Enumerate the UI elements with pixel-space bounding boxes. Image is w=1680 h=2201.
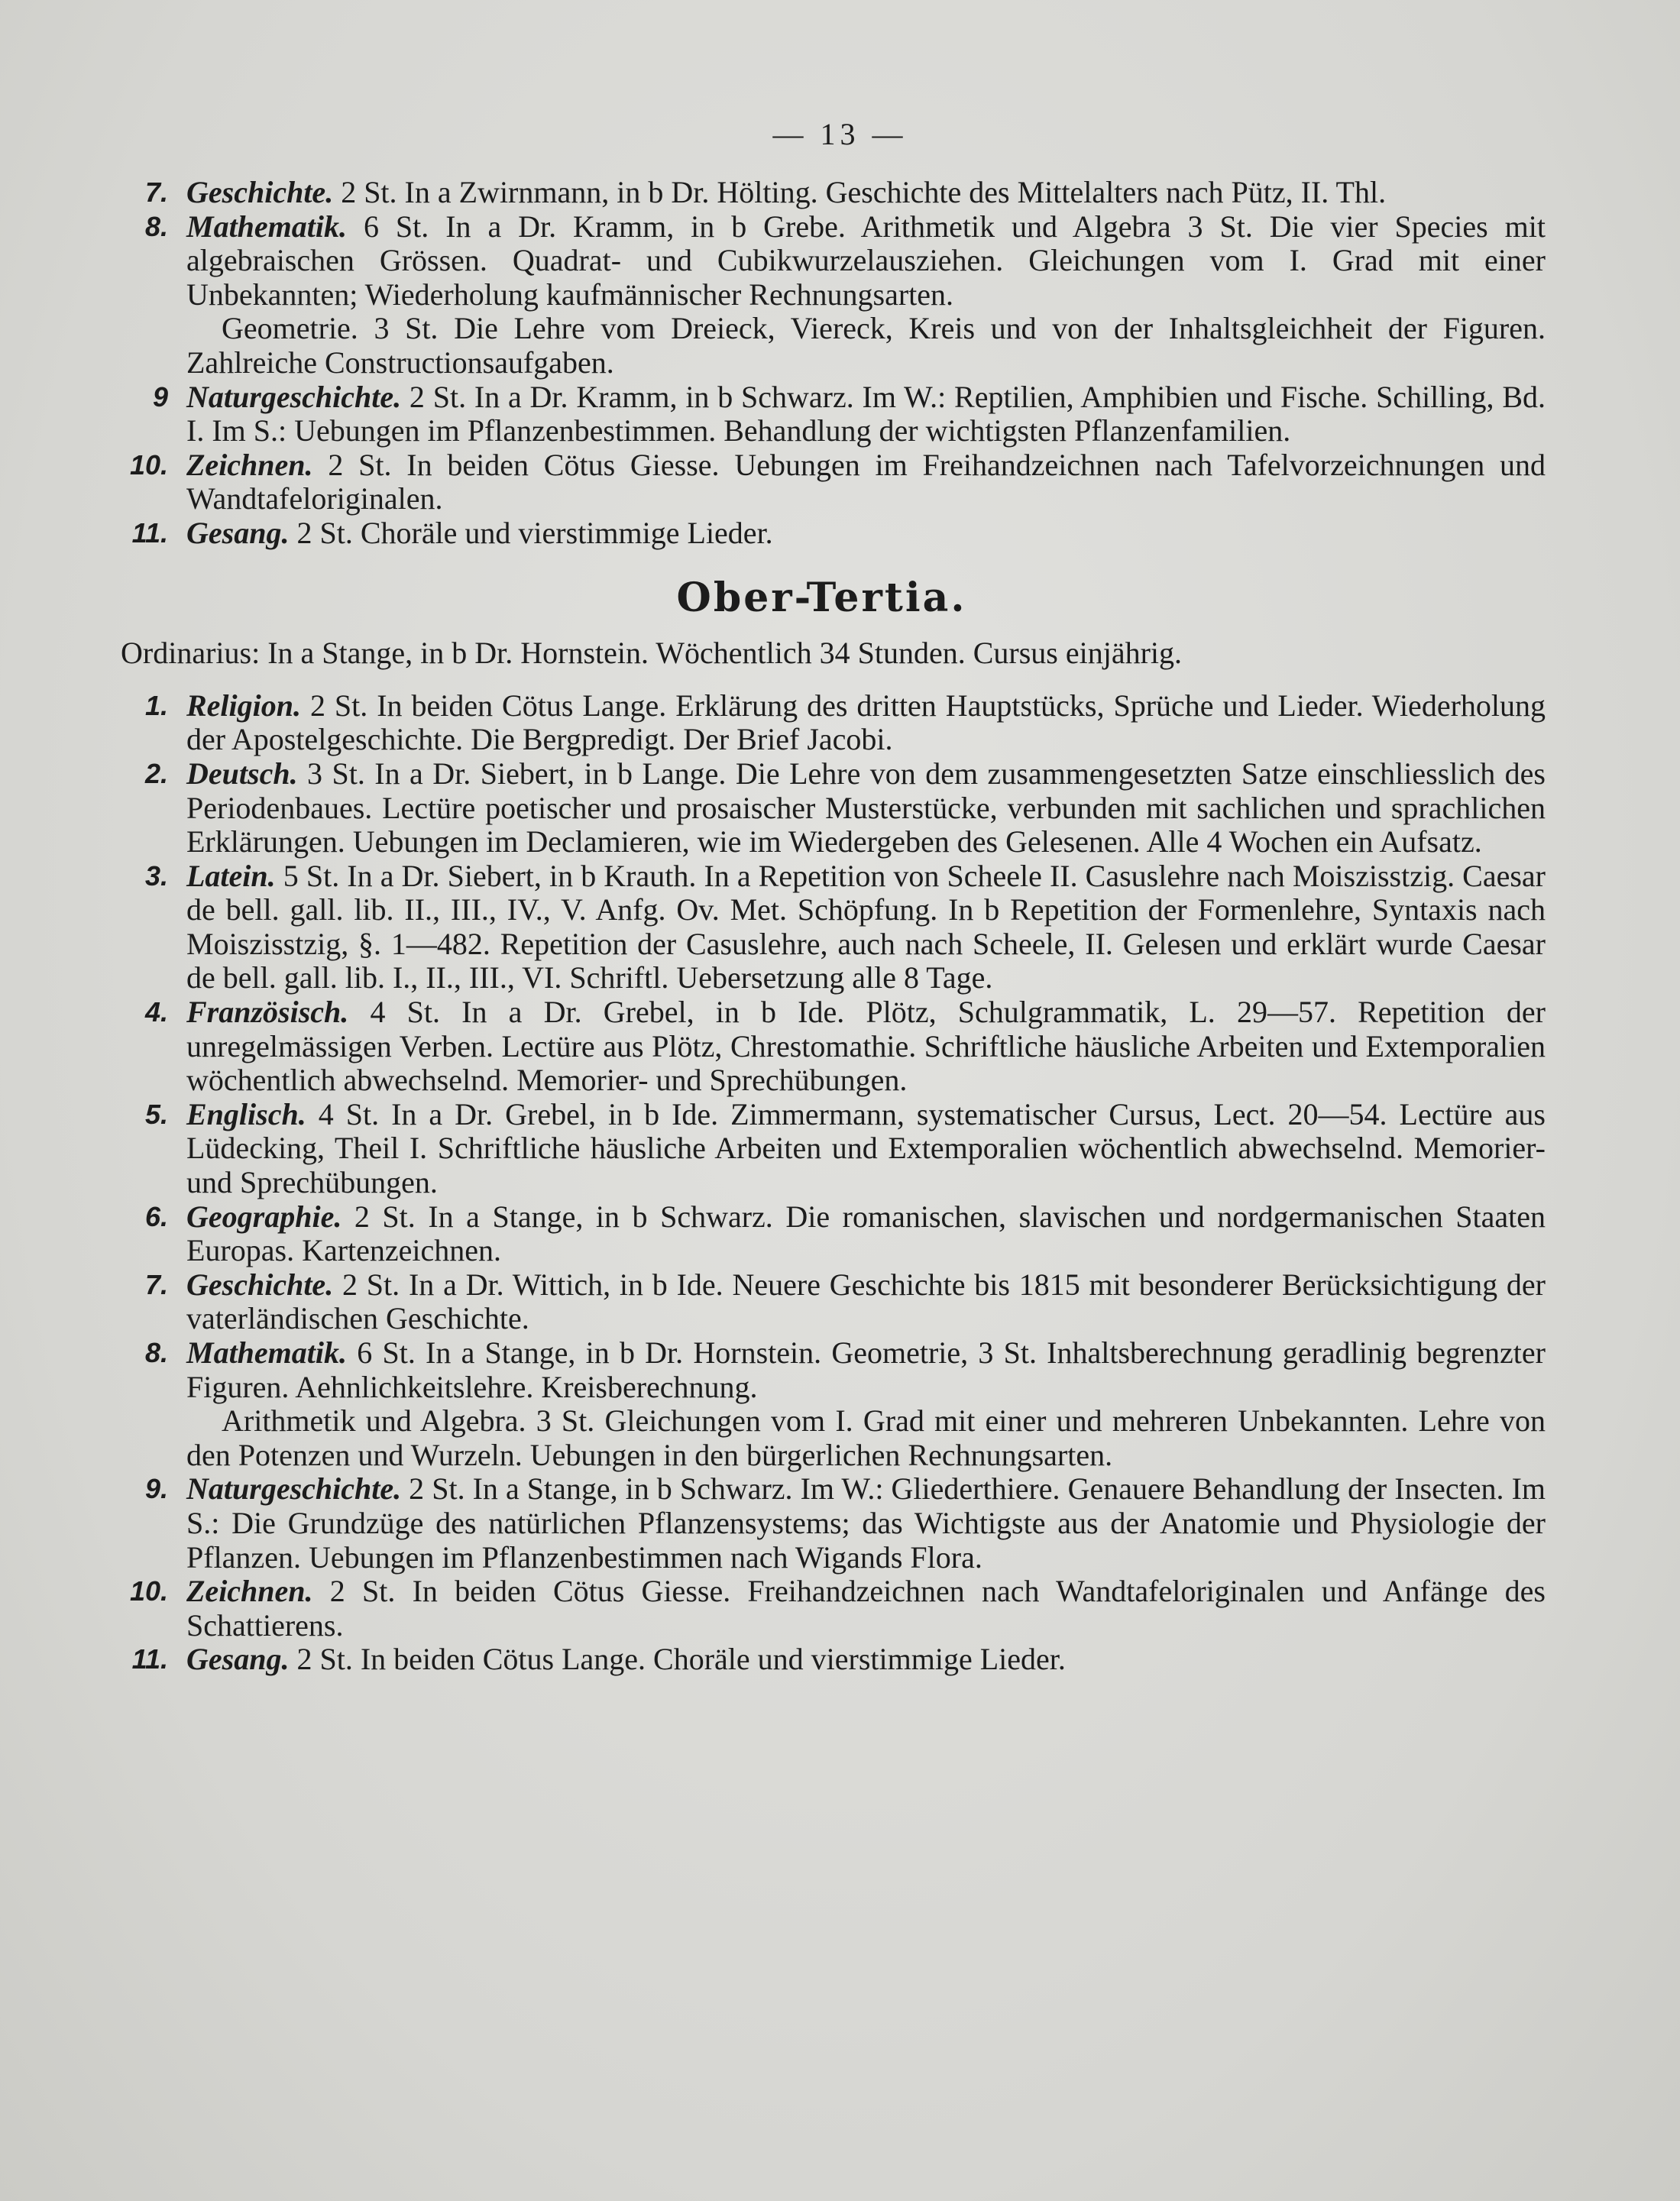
item-paragraph (186, 995, 1546, 1098)
course-item (98, 380, 1546, 448)
item-text: 2 St. In beiden Cötus Lange. Choräle und vierstimmige Lieder. (296, 1642, 1066, 1677)
item-text: 6 St. In a Dr. Kramm, in b Grebe. Arithmetik und Algebra 3 St. Die vier Species mit algebraischen Grössen. Quadrat- und Cubikwurzelausziehen. Gleichungen vom I. Grad mit einer Unbekannten; Wiederholung kaufmännischer Rechnungsarten. (186, 209, 1546, 312)
course-item (98, 995, 1546, 1098)
content (98, 176, 1546, 1677)
subject-name: Zeichnen. (186, 447, 313, 482)
item-number: 9. (144, 1473, 168, 1505)
item-text: 5 St. In a Dr. Siebert, in b Krauth. In a Repetition von Scheele II. Casuslehre nach Moiszisstzig. Caesar de bell. gall. lib. II., III., IV., V. Anfg. Ov. Met. Schöpfung. In b Repetition der Formenlehre, Syntaxis nach Moiszisstzig, §. 1—482. Repetition der Casuslehre, auch nach Scheele, II. Gelesen und erklärt wurde Caesar de bell. gall. lib. I., II., III., VI. Schriftl. Uebersetzung alle 8 Tage. (186, 858, 1546, 995)
section-unter-tertia-continued (98, 176, 1546, 551)
item-paragraph (186, 1098, 1546, 1200)
subject-name: Religion. (186, 688, 302, 723)
section-heading: Ober-Tertia. (676, 574, 967, 621)
course-item (98, 757, 1546, 859)
course-item (98, 1575, 1546, 1643)
item-text: Geometrie. 3 St. Die Lehre vom Dreieck, Viereck, Kreis und von der Inhaltsgleichheit der Figuren. Zahlreiche Constructionsaufgaben. (186, 311, 1546, 380)
subject-name: Latein. (186, 858, 276, 893)
item-number: 11. (131, 516, 168, 549)
item-number: 7. (144, 176, 168, 208)
course-item (98, 1336, 1546, 1472)
item-text: 2 St. In beiden Cötus Lange. Erklärung des dritten Hauptstücks, Sprüche und Lieder. Wiederholung der Apostelgeschichte. Die Bergpredigt. Der Brief Jacobi. (186, 688, 1546, 757)
item-paragraph (186, 1643, 1546, 1677)
course-item (98, 210, 1546, 380)
item-paragraph (186, 859, 1546, 995)
section-ober-tertia (98, 689, 1546, 1677)
item-number: 5. (144, 1098, 168, 1130)
subject-name: Gesang. (186, 1642, 290, 1677)
item-paragraph (186, 516, 1546, 551)
item-paragraph (186, 1268, 1546, 1336)
item-text: 2 St. In beiden Cötus Giesse. Uebungen im Freihandzeichnen nach Tafelvorzeichnungen und Wandtafeloriginalen. (186, 447, 1546, 516)
item-text: Arithmetik und Algebra. 3 St. Gleichungen vom I. Grad mit einer und mehreren Unbekannten. Lehre von den Potenzen und Wurzeln. Uebungen in den bürgerlichen Rechnungsarten. (186, 1403, 1546, 1472)
course-item (98, 859, 1546, 995)
item-text: 2 St. In a Dr. Wittich, in b Ide. Neuere Geschichte bis 1815 mit besonderer Berücksichtigung der vaterländischen Geschichte. (186, 1267, 1546, 1336)
course-item (98, 1098, 1546, 1200)
subject-name: Mathematik. (186, 209, 348, 244)
course-item (98, 176, 1546, 210)
item-paragraph (186, 1575, 1546, 1643)
item-paragraph (186, 689, 1546, 757)
item-paragraph (186, 1200, 1546, 1268)
subject-name: Mathematik. (186, 1335, 348, 1370)
item-paragraph (186, 757, 1546, 859)
item-number: 10. (129, 1575, 168, 1607)
item-number: 2. (144, 757, 168, 789)
item-text: 2 St. Choräle und vierstimmige Lieder. (296, 515, 773, 550)
item-text: 6 St. In a Stange, in b Dr. Hornstein. Geometrie, 3 St. Inhaltsberechnung geradlinig begrenzter Figuren. Aehnlichkeitslehre. Kreisberechnung. (186, 1335, 1546, 1404)
item-number: 7. (144, 1268, 168, 1300)
item-paragraph (186, 1404, 1546, 1472)
subject-name: Zeichnen. (186, 1574, 313, 1609)
course-item (98, 1643, 1546, 1677)
item-number: 3. (144, 859, 168, 892)
item-number: 1. (144, 689, 168, 721)
item-text: 2 St. In beiden Cötus Giesse. Freihandzeichnen nach Wandtafeloriginalen und Anfänge des Schattierens. (186, 1574, 1546, 1643)
course-item (98, 689, 1546, 757)
subject-name: Französisch. (186, 995, 349, 1030)
item-text: 4 St. In a Dr. Grebel, in b Ide. Plötz, Schulgrammatik, L. 29—57. Repetition der unregelmässigen Verben. Lectüre aus Plötz, Chrestomathie. Schriftliche häusliche Arbeiten und Extemporalien wöchentlich abwechselnd. Memorier- und Sprechübungen. (186, 995, 1546, 1098)
subject-name: Deutsch. (186, 756, 298, 791)
course-item (98, 516, 1546, 551)
item-paragraph (186, 448, 1546, 516)
subject-name: Geschichte. (186, 1267, 334, 1302)
item-number: 8. (144, 1337, 168, 1368)
course-item (98, 1268, 1546, 1336)
course-item (98, 448, 1546, 516)
subject-name: Gesang. (186, 515, 290, 550)
item-paragraph (186, 312, 1546, 380)
item-paragraph (186, 1472, 1546, 1575)
course-item (98, 1472, 1546, 1575)
item-paragraph (186, 210, 1546, 312)
item-number: 4. (144, 996, 168, 1028)
item-paragraph (186, 380, 1546, 448)
ordinarius-line: Ordinarius: In a Stange, in b Dr. Hornstein. Wöchentlich 34 Stunden. Cursus einjährig. (121, 636, 1183, 671)
item-text: 2 St. In a Dr. Kramm, in b Schwarz. Im W.: Reptilien, Amphibien und Fische. Schilling, Bd. I. Im S.: Uebungen im Pflanzenbestimmen. Behandlung der wichtigsten Pflanzenfamilien. (186, 379, 1546, 448)
item-text: 3 St. In a Dr. Siebert, in b Lange. Die Lehre von dem zusammengesetzten Satze einschliesslich des Periodenbaues. Lectüre poetischer und prosaischer Musterstücke, verbunden mit sachlichen und sprachlichen Erklärungen. Uebungen im Declamieren, wie im Wiedergeben des Gelesenen. Alle 4 Wochen ein Aufsatz. (186, 756, 1546, 859)
item-number: 11. (131, 1643, 168, 1675)
subject-name: Geographie. (186, 1199, 342, 1234)
item-paragraph (186, 1336, 1546, 1404)
item-number: 10. (129, 448, 168, 481)
course-item (98, 1200, 1546, 1268)
item-number: 8. (144, 210, 168, 242)
item-text: 4 St. In a Dr. Grebel, in b Ide. Zimmermann, systematischer Cursus, Lect. 20—54. Lectüre aus Lüdecking, Theil I. Schriftliche häusliche Arbeiten und Extemporalien wöchentlich abwechselnd. Memorier- und Sprechübungen. (186, 1096, 1546, 1200)
subject-name: Naturgeschichte. (186, 379, 402, 414)
item-number: 6. (144, 1200, 168, 1232)
item-text: 2 St. In a Stange, in b Schwarz. Die romanischen, slavischen und nordgermanischen Staaten Europas. Kartenzeichnen. (186, 1199, 1546, 1268)
subject-name: Naturgeschichte. (186, 1471, 402, 1507)
subject-name: Geschichte. (186, 175, 334, 209)
page-number: — 13 — (772, 117, 908, 151)
subject-name: Englisch. (186, 1096, 306, 1131)
item-paragraph (186, 176, 1546, 210)
item-number: 9 (152, 380, 168, 413)
item-text: 2 St. In a Zwirnmann, in b Dr. Hölting. Geschichte des Mittelalters nach Pütz, II. Thl. (341, 175, 1387, 209)
item-text: 2 St. In a Stange, in b Schwarz. Im W.: Gliederthiere. Genauere Behandlung der Insecten. Im S.: Die Grundzüge des natürlichen Pflanzensystems; das Wichtigste aus der Anatomie und Physiologie der Pflanzen. Uebungen im Pflanzenbestimmen nach Wigands Flora. (186, 1471, 1546, 1575)
